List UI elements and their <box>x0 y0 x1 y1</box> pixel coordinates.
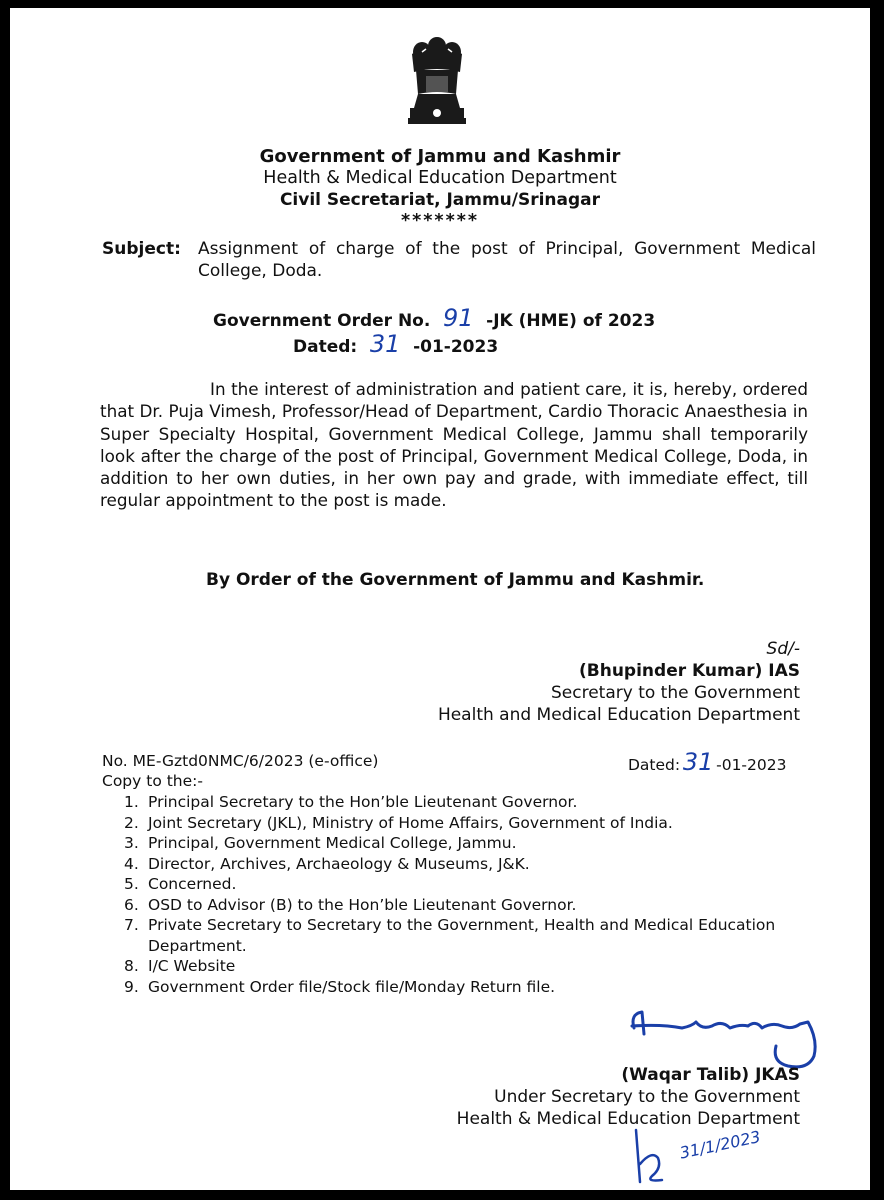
list-item <box>110 956 800 977</box>
secretariat-title: Civil Secretariat, Jammu/Srinagar <box>279 190 601 210</box>
reference-date <box>628 748 786 776</box>
subject-label: Subject: <box>102 239 181 259</box>
list-item-number: 6. <box>124 895 139 914</box>
order-suffix: -JK (HME) of 2023 <box>486 311 656 331</box>
order-dated-day-handwritten: 31 <box>369 330 401 358</box>
list-item <box>110 792 800 813</box>
reference-dated-rest: -01-2023 <box>716 756 787 774</box>
signatory-2-name: (Waqar Talib) JKAS <box>621 1065 800 1085</box>
list-item-number: 9. <box>124 977 139 996</box>
department-title: Health & Medical Education Department <box>263 168 617 188</box>
list-item-number: 1. <box>124 793 139 811</box>
order-dated-label: Dated: <box>293 337 358 357</box>
list-item-text: Concerned. <box>148 875 237 893</box>
header-stars: ******* <box>400 211 480 231</box>
copy-list <box>110 792 800 997</box>
by-order-line: By Order of the Government of Jammu and Kashmir. <box>206 570 705 590</box>
list-item-number: 8. <box>124 957 139 975</box>
signatory-1-block <box>300 638 800 726</box>
list-item-number: 2. <box>124 813 139 832</box>
list-item <box>110 833 800 854</box>
list-item-text: Private Secretary to Secretary to the Government, Health and Medical Education Department. <box>148 916 776 955</box>
list-item-text: Joint Secretary (JKL), Ministry of Home Affairs, Government of India. <box>148 813 673 832</box>
handwritten-date: 31/1/2023 <box>678 1126 763 1163</box>
reference-number: No. ME-Gztd0NMC/6/2023 (e-office) <box>102 752 379 770</box>
list-item <box>110 977 800 998</box>
list-item <box>110 854 800 875</box>
signatory-2-block <box>300 1064 800 1130</box>
order-number-line <box>213 304 655 332</box>
signatory-1-dept: Health and Medical Education Department <box>437 705 800 725</box>
subject-text: Assignment of charge of the post of Principal, Government Medical College, Doda. <box>198 239 816 281</box>
handwritten-initials <box>622 1124 682 1188</box>
order-body-paragraph: In the interest of administration and patient care, it is, hereby, ordered that Dr. Puja Vimesh, Professor/Head of Department, Cardio Thoracic Anaesthesia in Super Specialty Hospital, Government Medical College, Jammu shall temporarily look after the charge of the post of Principal, Government Medical College, Doda, in addition to her own duties, in her own pay and grade, with immediate effect, till regular appointment to the post is made. <box>100 379 808 511</box>
sd-mark: Sd/- <box>766 639 800 659</box>
copy-to-label: Copy to the:- <box>102 772 203 790</box>
signatory-1-title: Secretary to the Government <box>551 683 800 703</box>
government-title: Government of Jammu and Kashmir <box>259 146 621 167</box>
list-item <box>110 813 800 834</box>
list-item-number: 3. <box>124 834 139 852</box>
list-item-number: 5. <box>124 875 139 893</box>
state-emblem-icon <box>398 32 476 142</box>
reference-dated-day-handwritten: 31 <box>682 748 714 776</box>
reference-dated-label: Dated: <box>628 756 681 774</box>
order-date-line <box>293 330 498 358</box>
list-item-number: 4. <box>124 854 139 873</box>
list-item-text: Principal Secretary to the Hon’ble Lieutenant Governor. <box>148 793 578 811</box>
signatory-2-dept: Health & Medical Education Department <box>456 1109 800 1129</box>
list-item-text: Principal, Government Medical College, Jammu. <box>148 834 517 852</box>
list-item-text: OSD to Advisor (B) to the Hon’ble Lieutenant Governor. <box>148 895 577 914</box>
signatory-1-name: (Bhupinder Kumar) IAS <box>579 661 800 681</box>
order-number-handwritten: 91 <box>442 304 474 332</box>
list-item <box>110 895 800 916</box>
signatory-2-title: Under Secretary to the Government <box>494 1087 800 1107</box>
order-prefix: Government Order No. <box>213 311 431 331</box>
list-item-text: I/C Website <box>148 957 236 975</box>
list-item-text: Director, Archives, Archaeology & Museums, J&K. <box>148 854 530 873</box>
document-page <box>8 6 872 1192</box>
list-item-text: Government Order file/Stock file/Monday Return file. <box>148 977 556 996</box>
list-item <box>110 874 800 895</box>
list-item <box>110 915 800 956</box>
list-item-number: 7. <box>124 916 139 934</box>
order-dated-rest: -01-2023 <box>413 337 499 357</box>
